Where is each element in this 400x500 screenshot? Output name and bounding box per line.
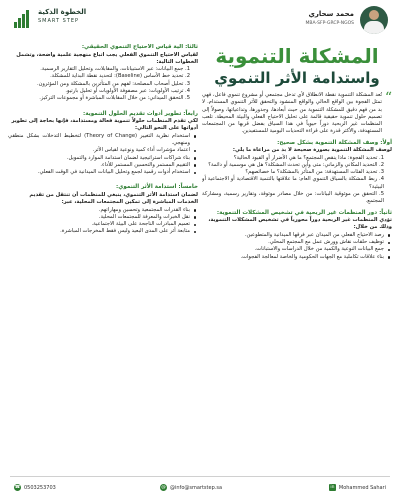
right-column <box>202 44 392 470</box>
list-item: 5. التحقق من موثوقية البيانات: من خلال مصادر موثوقة، وتقارير رسمية، ومشاركة المجتمع. <box>202 191 384 205</box>
phone-icon: ☎ <box>14 485 21 490</box>
at-icon: @ <box>161 485 166 490</box>
section4-heading: رابعاً: تطوير أدوات تقديم الحلول التنموية: <box>82 110 198 117</box>
title-line-1: المشكلة التنموية <box>215 44 379 68</box>
section5-lead: لضمان استدامة الأثر التنموي، ينبغي للمنظمات أن تنتقل من تقديم الخدمات المباشرة إلى تمكين المجتمعات المحلية، عبر: <box>29 191 198 206</box>
section3-lead: لقياس الاحتياج التنموي الفعلي يجب اتباع منهجية علمية واضحة، وتشمل الخطوات التالية: <box>16 51 198 65</box>
list-item: 3. تحليل أصحاب المصلحة: لفهم من المتأثرين بالمشكلة ومن المؤثرون. <box>36 80 190 87</box>
list-item: استخدام أدوات رقمية لجمع وتحليل البيانات الميدانية في الوقت الفعلي. <box>8 169 190 176</box>
avatar <box>360 6 388 34</box>
list-item: بناء شراكات استراتيجية لضمان استدامة الموارد والتمويل. <box>8 155 190 162</box>
section1-lead: لوصف المشكلة التنموية بصورة صحيحة لا بد من مراعاة ما يلي: <box>232 147 392 154</box>
author-name: محمد سحاري <box>308 10 354 18</box>
list-item: 1. جمع البيانات: عبر الاستبيانات، والمقابلات، وتحليل التقارير الرسمية. <box>40 66 190 73</box>
footer-divider <box>10 476 390 477</box>
list-item: 1. تحديد الفجوة: ماذا ينقص المجتمع؟ ما هي الأضرار أو القيود الحالية؟ <box>233 154 384 161</box>
list-item: تعميم المبادرات الناجحة على البيئة الاجتماعية. <box>8 221 190 228</box>
section2-lead: تؤدي المنظمات غير الربحية دوراً محورياً في تشخيص المشكلات التنموية، وذلك من خلال: <box>208 217 392 231</box>
list-item: 4. ترتيب الأولويات: عبر مصفوفة الأولويات أو تحليل بارتيو. <box>65 87 190 94</box>
intro-block <box>202 92 392 136</box>
list-item: رصد الاحتياج الفعلي من الميدان عبر فرقها الميدانية والمتطوعين. <box>202 232 384 239</box>
quote-icon: “ <box>384 90 392 106</box>
author-block <box>238 6 388 36</box>
list-item: استخدام نظرية التغيير (Theory of Change) لتخطيط التدخلات بشكل منطقي ومنهجي. <box>8 132 190 146</box>
list-item: 3. تحديد الفئات المستهدفة: من المتأثر بالمشكلة؟ ما خصائصهم؟ <box>245 169 384 176</box>
footer-handle[interactable] <box>160 484 222 491</box>
section4-lead: لكي تقدم المنظمات حلولاً تنموية فعالة ومستدامة، فإنها بحاجة إلى تطوير أدواتها على النحو التالي: <box>11 118 198 132</box>
left-column <box>8 44 198 470</box>
linkedin-icon: in <box>330 485 335 490</box>
section5-heading: خامساً: استدامة الأثر التنموي: <box>115 184 198 191</box>
handle-text: @info@smartstep.sa <box>170 484 223 491</box>
title-line-2: واستدامة الأثر التنموي <box>214 69 380 87</box>
footer-phone[interactable] <box>14 484 56 491</box>
intro-text: تُعد المشكلة التنموية نقطة الانطلاق لأي تدخل مجتمعي أو مشروع تنموي فاعل، فهي تمثل الفجوة بين الواقع الحالي والواقع المنشود والتحقق للأثر التنموي المستدام. لا بد من فهم دقيق للمشكلة التنموية من حيث أبعادها، وجذورها، وتداعياتها، وصولاً إلى تصميم حلول تنموية حقيقية قائمة على تحليل الاحتياج الفعلي والبيئة المحيطة. تلعب المنظمات غير الربحية دوراً حيوياً في هذا السياق بفضل قربها من المجتمعات المستهدفة، والأكثر قدرة على قراءة التحديات اليومية للمستفيدين. <box>202 92 382 135</box>
list-item: 2. تحديد خط الأساس (Baseline): لتحديد نقطة البداية للمشكلة. <box>50 73 190 80</box>
list-item: 5. التحقق الميداني: من خلال المقابلات المباشرة أو مجموعات التركيز. <box>39 95 190 102</box>
list-item: 4. ربط المشكلة بالسياق التنموي العام: ما علاقتها بالتنمية الاقتصادية أو الاجتماعية أو البيئية؟ <box>202 176 384 190</box>
header <box>0 0 400 40</box>
list-item: بناء القدرات المجتمعية وتحسين ومهاراتهم. <box>8 207 190 214</box>
list-item: نقل الخبرات والمعرفة للمجتمعات المحلية. <box>8 214 190 221</box>
list-item: اعتماد مؤشرات أداء كمية ونوعية لقياس الأثر. <box>8 147 190 154</box>
section2-heading: ثانياً: دور المنظمات غير الربحية في تشخيص المشكلات التنموية: <box>216 209 392 216</box>
list-item: 2. التحديد المكاني والزماني: متى وأين تحدث المشكلة؟ هل هي موسمية أو دائمة؟ <box>208 161 384 168</box>
logo-english: SMART STEP <box>38 18 80 24</box>
phone-text: 0503253703 <box>24 484 56 491</box>
footer-linkedin[interactable] <box>329 484 386 491</box>
list-item: توظيف حلقات نقاش وورش عمل مع المجتمع المحلي. <box>202 239 384 246</box>
section3-heading: ثالثاً: آلية قياس الاحتياج التنموي الحقيقي: <box>81 44 198 50</box>
list-item: متابعة أثر على المدى البعيد وليس فقط المخرجات المباشرة. <box>8 228 190 235</box>
logo-bars-icon <box>14 10 32 28</box>
author-credentials: MBA-SFP-GRCP-NGOS <box>305 21 354 26</box>
section1-heading: أولاً: وصف المشكلة التنموية بشكل صحيح: <box>277 139 392 146</box>
logo-arabic: الخطوة الذكية <box>38 8 87 16</box>
list-item: جمع البيانات النوعية والكمية من خلال الدراسات والاستبانات. <box>202 246 384 253</box>
list-item: التقييم المستمر والتحسين المستمر للأداء. <box>8 162 190 169</box>
list-item: بناء علاقات تكاملية مع الجهات الحكومية والخاصة لمعالجة الفجوات. <box>202 254 384 261</box>
logo <box>14 8 164 36</box>
linkedin-text: Mohammed Sahari <box>338 484 386 491</box>
footer <box>0 474 400 500</box>
